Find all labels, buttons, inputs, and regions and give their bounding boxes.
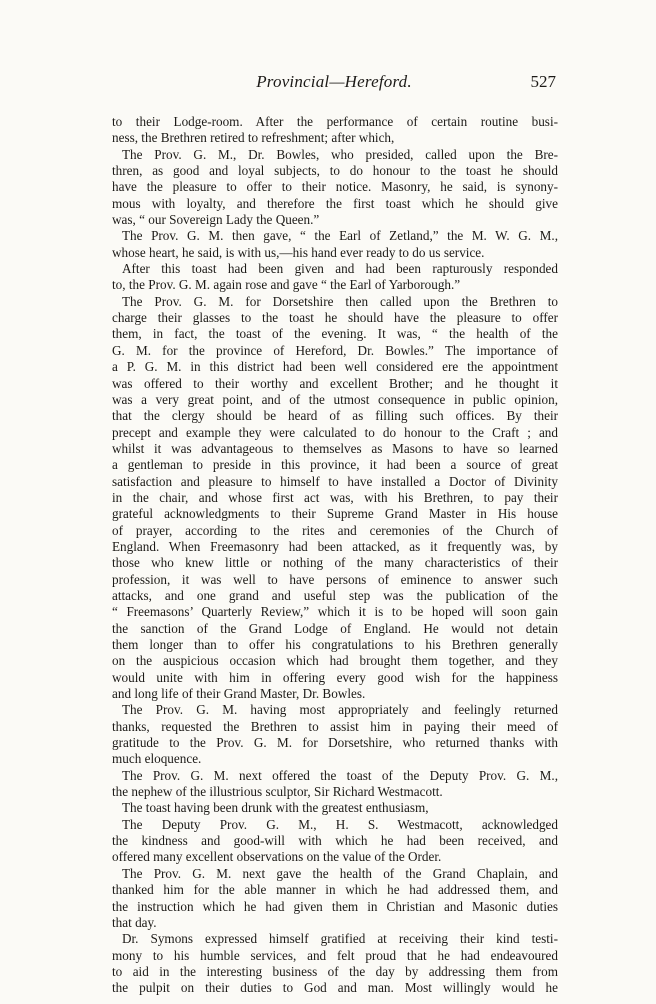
- text-line: was a very great point, and of the utmost consequence in public opinion,: [112, 391, 558, 407]
- text-line: The Prov. G. M., Dr. Bowles, who presided, called upon the Bre-: [122, 146, 558, 162]
- text-line: satisfaction and pleasure to himself to have installed a Doctor of Divinity: [112, 473, 558, 489]
- text-line: The Prov. G. M. then gave, “ the Earl of Zetland,” the M. W. G. M.,: [122, 228, 558, 244]
- page-number: 527: [530, 72, 556, 91]
- text-line: The Deputy Prov. G. M., H. S. Westmacott, acknowledged: [122, 816, 558, 832]
- text-line: that day.: [112, 914, 157, 930]
- text-line: to, the Prov. G. M. again rose and gave “ the Earl of Yarborough.”: [112, 277, 461, 293]
- text-line: grateful acknowledgments to their Supreme Grand Master in His house: [112, 506, 558, 522]
- text-line: The Prov. G. M. having most appropriately and feelingly returned: [122, 702, 558, 718]
- text-line: much eloquence.: [112, 751, 202, 767]
- text-line: the sanction of the Grand Lodge of England. He would not detain: [112, 620, 558, 636]
- text-line: The Prov. G. M. next offered the toast of the Deputy Prov. G. M.,: [122, 767, 558, 783]
- text-line: profession, it was well to have persons of eminence to answer such: [112, 571, 558, 587]
- text-line: and long life of their Grand Master, Dr. Bowles.: [112, 686, 366, 702]
- text-line: ness, the Brethren retired to refreshment; after which,: [112, 130, 395, 146]
- text-line: thren, as good and loyal subjects, to do honour to the toast he should: [112, 163, 558, 179]
- text-line: would unite with him in offering every good wish for the happiness: [112, 669, 558, 685]
- text-line: those who knew little or nothing of the many characteristics of their: [112, 555, 558, 571]
- text-line: the pulpit on their duties to God and man. Most willingly would he: [112, 980, 558, 996]
- text-line: was, “ our Sovereign Lady the Queen.”: [112, 212, 320, 228]
- text-line: Dr. Symons expressed himself gratified at receiving their kind testi-: [122, 931, 558, 947]
- text-line: thanks, requested the Brethren to assist him in paying their meed of: [112, 718, 558, 734]
- text-line: of prayer, according to the rites and ceremonies of the Church of: [112, 522, 558, 538]
- text-line: After this toast had been given and had been rapturously responded: [122, 261, 558, 277]
- text-line: mony to his humble services, and felt proud that he had endeavoured: [112, 947, 558, 963]
- text-line: mous with loyalty, and therefore the first toast which he should give: [112, 195, 558, 211]
- text-line: thanked him for the able manner in which he had addressed them, and: [112, 882, 558, 898]
- text-line: The Prov. G. M. next gave the health of the Grand Chaplain, and: [122, 865, 558, 881]
- text-line: the kindness and good-will with which he had been received, and: [112, 833, 558, 849]
- text-line: charge their glasses to the toast he should have the pleasure to offer: [112, 310, 558, 326]
- text-line: precept and example they were calculated to do honour to the Craft ; and: [112, 424, 558, 440]
- text-line: England. When Freemasonry had been attacked, as it frequently was, by: [112, 538, 558, 554]
- text-line: the instruction which he had given them in Christian and Masonic duties: [112, 898, 558, 914]
- text-line: in the chair, and whose first act was, with his Brethren, to pay their: [112, 489, 558, 505]
- text-line: the nephew of the illustrious sculptor, Sir Richard Westmacott.: [112, 784, 443, 800]
- text-line: The toast having been drunk with the greatest enthusiasm,: [122, 800, 429, 816]
- text-line: have the pleasure to offer to their notice. Masonry, he said, is synony-: [112, 179, 558, 195]
- text-line: a gentleman to preside in this province, it had been a source of great: [112, 457, 558, 473]
- text-line: to their Lodge-room. After the performance of certain routine busi-: [112, 114, 558, 129]
- text-line: was offered to their worthy and excellent Brother; and he thought it: [112, 375, 558, 391]
- text-line: whilst it was advantageous to themselves as Masons to have so learned: [112, 440, 558, 456]
- text-line: that the clergy should be heard of as filling such offices. By their: [112, 408, 558, 424]
- text-line: them, in fact, the toast of the evening. It was, “ the health of the: [112, 326, 558, 342]
- text-line: on the auspicious occasion which had brought them together, and they: [112, 653, 558, 669]
- text-line: attacks, and one grand and useful step was the publication of the: [112, 587, 558, 603]
- text-line: whose heart, he said, is with us,—his hand ever ready to do us service.: [112, 244, 485, 260]
- text-line: to aid in the interesting business of the day by addressing them from: [112, 963, 558, 979]
- text-line: offered many excellent observations on the value of the Order.: [112, 849, 442, 865]
- text-line: a P. G. M. in this district had been well considered ere the appointment: [112, 359, 558, 375]
- text-line: The Prov. G. M. for Dorsetshire then called upon the Brethren to: [122, 293, 558, 309]
- body-text: [112, 114, 558, 997]
- running-head: [112, 72, 556, 98]
- running-title: Provincial—Hereford.: [256, 72, 412, 91]
- text-line: “ Freemasons’ Quarterly Review,” which it is to be hoped will soon gain: [112, 604, 558, 620]
- text-line: them longer than to offer his congratulations to his Brethren generally: [112, 637, 558, 652]
- text-line: G. M. for the province of Hereford, Dr. Bowles.” The importance of: [112, 342, 558, 358]
- text-line: gratitude to the Prov. G. M. for Dorsetshire, who returned thanks with: [112, 735, 558, 751]
